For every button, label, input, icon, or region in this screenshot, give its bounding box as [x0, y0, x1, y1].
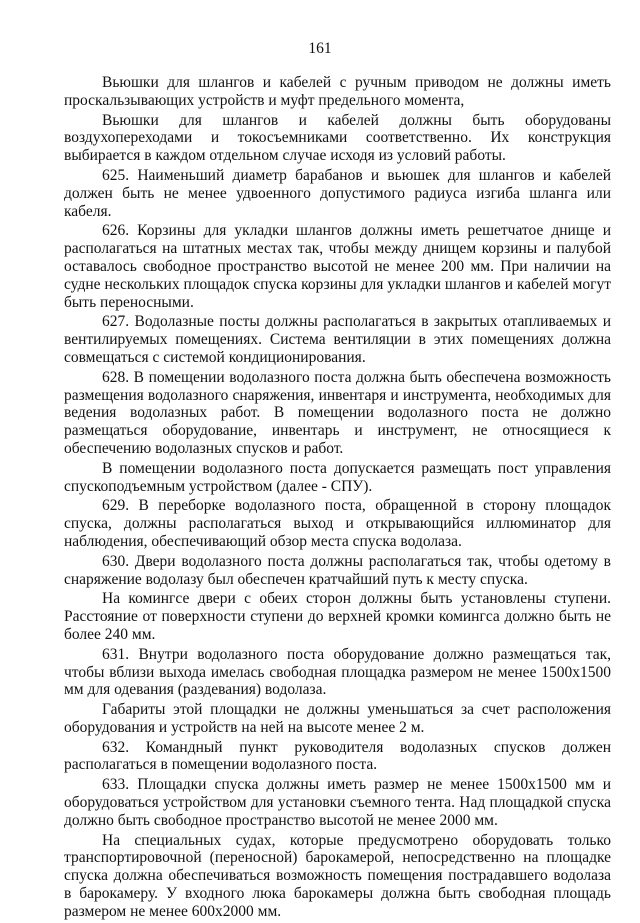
paragraph: 629. В переборке водолазного поста, обращенной в сторону площадок спуска, должны располагаться выход и открывающийся иллюминатор для наблюдения, обеспечивающий обзор места спуска водолаза.: [64, 497, 611, 550]
paragraph: 625. Наименьший диаметр барабанов и вьюшек для шлангов и кабелей должен быть не менее удвоенного допустимого радиуса изгиба шланга или кабеля.: [64, 166, 611, 220]
paragraph: 630. Двери водолазного поста должны располагаться так, чтобы одетому в снаряжение водолазу был обеспечен кратчайший путь к месту спуска.: [64, 552, 611, 588]
paragraph: На специальных судах, которые предусмотрено оборудовать только транспортировочной (переносной) барокамерой, непосредственно на площадке спуска должна обеспечиваться возможность помещения пострадавшего водолаза в барокамеру. У входного люка барокамеры должна быть свободная площадь размером не менее 600x2000 мм.: [64, 831, 611, 920]
paragraph: 626. Корзины для укладки шлангов должны иметь решетчатое днище и располагаться на штатных местах так, чтобы между днищем корзины и палубой оставалось свободное пространство высотой не менее 200 мм. При наличии на судне нескольких площадок спуска корзины для укладки шлангов и кабелей могут быть переносными.: [64, 222, 611, 311]
page-number: 161: [308, 40, 332, 57]
paragraph: Габариты этой площадки не должны уменьшаться за счет расположения оборудования и устройств на ней на высоте менее 2 м.: [64, 701, 611, 736]
paragraph: 628. В помещении водолазного поста должна быть обеспечена возможность размещения водолазного снаряжения, инвентаря и инструмента, необходимых для ведения водолазных работ. В помещении водолазного поста не должно размещаться оборудование, инвентарь и инструмент, не относящиеся к обеспечению водолазных спусков и работ.: [64, 368, 611, 457]
paragraph: 627. Водолазные посты должны располагаться в закрытых отапливаемых и вентилируемых помещениях. Система вентиляции в этих помещениях должна совмещаться с системой кондиционирования.: [64, 313, 611, 366]
document-body: [64, 74, 611, 923]
paragraph: 631. Внутри водолазного поста оборудование должно размещаться так, чтобы вблизи выхода имелась свободная площадка размером не менее 1500x1500 мм для одевания (раздевания) водолаза.: [64, 645, 611, 699]
paragraph: Вьюшки для шлангов и кабелей с ручным приводом не должны иметь проскальзывающих устройств и муфт предельного момента,: [64, 74, 611, 109]
paragraph: Вьюшки для шлангов и кабелей должны быть оборудованы воздухопереходами и токосъемниками соответственно. Их конструкция выбирается в каждом отдельном случае исходя из условий работы.: [64, 111, 611, 165]
paragraph: В помещении водолазного поста допускается размещать пост управления спускоподъемным устройством (далее - СПУ).: [64, 459, 611, 495]
paragraph: На комингсе двери с обеих сторон должны быть установлены ступени. Расстояние от поверхности ступени до верхней кромки комингса должно быть не более 240 мм.: [64, 590, 611, 643]
paragraph: 632. Командный пункт руководителя водолазных спусков должен располагаться в помещении водолазного поста.: [64, 738, 611, 774]
paragraph: 633. Площадки спуска должны иметь размер не менее 1500x1500 мм и оборудоваться устройством для установки съемного тента. Над площадкой спуска должно быть свободное пространство высотой не менее 2000 мм.: [64, 776, 611, 829]
